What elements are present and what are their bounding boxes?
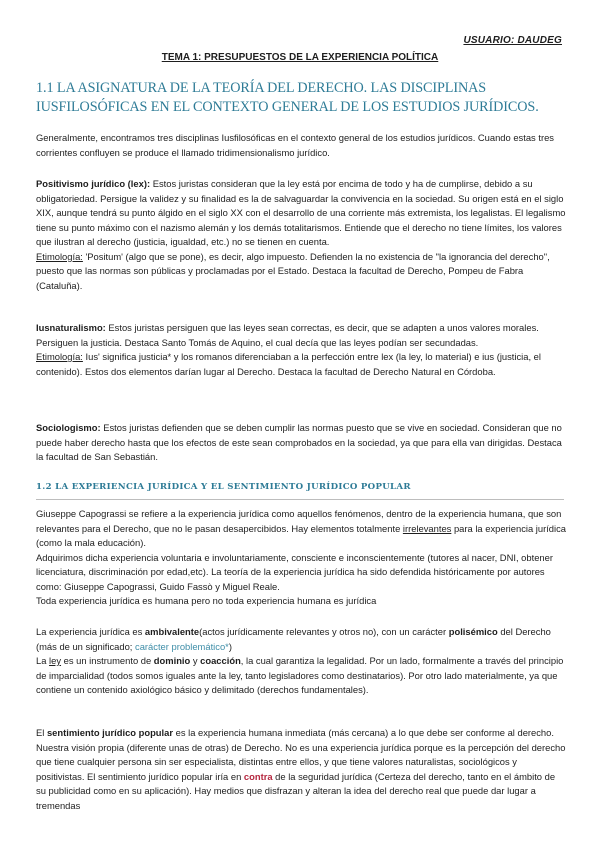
iusnaturalismo-term: Iusnaturalismo: <box>36 322 106 333</box>
etymology-label: Etimología: <box>36 351 83 362</box>
section-2-heading: 1.2 LA EXPERIENCIA JURÍDICA Y EL SENTIMIENTO JURÍDICO POPULAR <box>36 482 411 492</box>
document-title: TEMA 1: PRESUPUESTOS DE LA EXPERIENCIA POLÍTICA <box>161 52 439 63</box>
section-divider <box>36 499 564 500</box>
sentimiento-paragraph: El sentimiento jurídico popular es la experiencia humana inmediata (más cercana) a lo que debe ser conforme al derecho. Nuestra visión propia (diferente unas de otras) de Derecho. No es una experiencia jurídica porque es la percepción del derecho que tiene cualquier persona sin ser especialista, distintas entre ellos, y que tiene valores naturalistas, sociológicos y positivistas. El sentimiento jurídico popular iría en contra de la seguridad jurídica (Certeza del derecho, tanto en el ámbito de su publicidad como en su aplicación). Hay medios que disfrazan y alteran la idea del derecho real que puede dar lugar a tremendas <box>36 727 566 811</box>
etymology-label: Etimología: <box>36 250 83 262</box>
iusnaturalismo-paragraph: Iusnaturalismo: Estos juristas persiguen que las leyes sean correctas, es decir, que se adapten a unos valores morales. Persiguen la justicia. Destaca Santo Tomás de Aquino, el cual decía que las leyes podían ser secundadas. Etimología: Ius' significa justicia* y los romanos diferenciaban a la perfección entre lex (la ley, lo material) e ius (justicia, el contenido). Estos dos elementos darían lugar al Derecho. Destaca la facultad de Derecho Natural en Córdoba. <box>36 322 541 377</box>
sociologismo-paragraph: Sociologismo: Estos juristas defienden que se deben cumplir las normas puesto que se vive en sociedad. Consideran que no puede haber derecho hasta que los efectos de este sean comprobados en la sociedad, ya que para ella van dirigidas. Destaca la facultad de San Sebastián. <box>36 422 562 462</box>
capograssi-paragraph: Giuseppe Capograssi se refiere a la experiencia jurídica como aquellos fenómenos, dentro de la experiencia humana, que son relevantes para el Derecho, que no le pasan desapercibidos. Hay elementos totalmente irrelevantes para la experiencia jurídica (como la mala educación). Adquirimos dicha experiencia voluntaria e involuntariamente, consciente e inconscientemente (tutores al nacer, DNI, obtener licenciatura, discriminación por edad,etc). La teoría de la experiencia jurídica ha sido defendida históricamente por autores como: Giuseppe Capograssi, Guido Fassò y Miguel Reale. Toda experiencia jurídica es humana pero no toda experiencia humana es jurídica <box>36 508 567 606</box>
intro-paragraph: Generalmente, encontramos tres disciplinas Iusfilosóficas en el contexto general de los estudios jurídicos. Cuando estas tres corrientes confluyen se produce el llamado tridimensionalismo jurídico. <box>36 132 554 158</box>
section-1-heading: 1.1 LA ASIGNATURA DE LA TEORÍA DEL DERECHO. LAS DISCIPLINAS IUSFILOSÓFICAS EN EL CONTEXTO GENERAL DE LOS ESTUDIOS JURÍDICOS. <box>36 80 539 115</box>
positivismo-term: Positivismo jurídico (lex): <box>36 178 151 189</box>
ambivalente-paragraph: La experiencia jurídica es ambivalente(actos jurídicamente relevantes y otros no), con un carácter polisémico del Derecho (más de un significado; carácter problemático*) La ley es un instrumento de dominio y coacción, la cual garantiza la legalidad. Por un lado, formalmente a través del principio de imparcialidad (todos somos iguales ante la ley, tanto legisladores como destinatarios). Por otro lado materialmente, ya que contiene un contenido axiológico básico y delimitado (derechos fundamentales). <box>36 626 564 695</box>
sociologismo-term: Sociologismo: <box>36 422 101 433</box>
positivismo-paragraph: Positivismo jurídico (lex): Estos juristas consideran que la ley está por encima de todo y ha de cumplirse, debido a su obligatoriedad. Persigue la validez y su finalidad es la de salvaguardar la convivencia en la sociedad. Su origen está en el siglo XIX, aunque tendrá su punto álgido en el siglo XX con el desarrollo de una corriente más extremista, los legalistas. El legalismo tiene su punto máximo con el nazismo alemán y los demás totalitarismos. Entiende que el derecho no tiene límites, los valores que ilustran al derecho (justicia, igualdad, etc.) no se tienen en cuenta. Etimología: 'Positum' (algo que se pone), es decir, algo impuesto. Defienden la no existencia de "la ignorancia del derecho", puesto que las normas son públicas y proclamadas por el Estado. Destaca la facultad de Derecho, Pompeu de Fabra (Cataluña). <box>36 178 566 291</box>
user-label: USUARIO: DAUDEG <box>463 35 562 46</box>
